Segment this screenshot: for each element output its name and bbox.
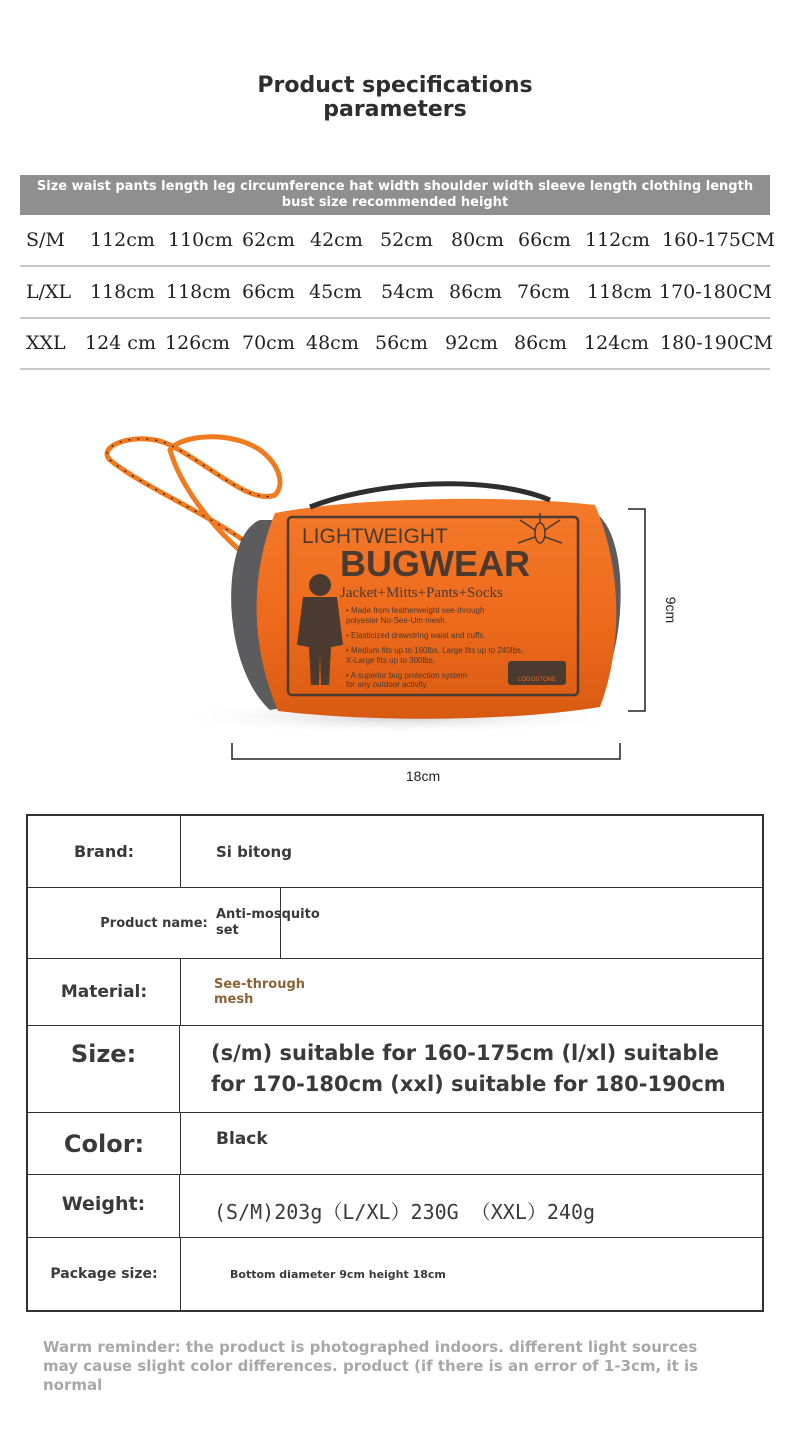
size-cell: 92cm [445,332,498,354]
width-dimension-label: 18cm [405,768,441,784]
weight-label: Weight: [28,1175,180,1237]
size-cell: 86cm [514,332,567,354]
package-size-value: Bottom diameter 9cm height 18cm [230,1267,446,1281]
product-photo [100,425,680,790]
size-cell: 118cm [166,281,231,303]
size-cell: S/M [26,229,65,251]
info-row-brand [28,816,762,888]
size-cell: XXL [26,332,66,354]
size-row-xxl [20,318,773,370]
size-cell: 45cm [309,281,362,303]
size-cell: 56cm [375,332,428,354]
bag-print-bugwear: BUGWEAR [340,543,530,584]
bugwear-bag-illustration [100,425,680,790]
size-cell: 124 cm [85,332,156,354]
size-cell: 62cm [242,229,295,251]
size-cell: 86cm [449,281,502,303]
info-row-size [28,1026,762,1113]
info-row-material [28,959,762,1026]
size-cell: 124cm [584,332,649,354]
bag-print-bullet: polyester No-See-Um mesh. [346,616,447,625]
size-cell: 110cm [168,229,233,251]
width-dimension-line [232,743,620,759]
size-row-lxl [20,267,770,319]
bag-print-bullet: • Medium fits up to 160lbs. Large fits up to 240lbs. [346,646,524,655]
info-row-color [28,1113,762,1175]
height-dimension-label: 9cm [663,596,679,624]
title-line-1: Product specifications [257,73,533,98]
size-label: Size: [28,1026,180,1112]
size-table-header: Size waist pants length leg circumference hat width shoulder width sleeve length clothing length bust size recommended height [20,175,770,215]
size-cell: 118cm [90,281,155,303]
material-label: Material: [28,959,181,1025]
size-cell: 170-180CM [659,281,772,303]
size-cell: 160-175CM [662,229,775,251]
product-name-value: Anti-mosquito set [216,907,320,938]
size-cell: 112cm [90,229,155,251]
info-row-product-name [28,888,762,959]
height-dimension-line [628,509,645,711]
size-cell: 70cm [242,332,295,354]
material-value: See-through mesh [214,977,306,1007]
size-cell: 126cm [165,332,230,354]
bag-print-bullet: X-Large fits up to 300lbs. [346,656,435,665]
weight-value: (S/M)203g（L/XL）230G （XXL）240g [214,1199,596,1224]
size-cell: 52cm [380,229,433,251]
size-cell: L/XL [26,281,72,303]
color-label: Color: [28,1113,181,1174]
size-cell: 112cm [585,229,650,251]
bag-print-bullet: • Elasticized drawstring waist and cuffs. [346,631,486,640]
size-cell: 66cm [518,229,571,251]
warm-reminder-note: Warm reminder: the product is photographed indoors. different light sources may cause slight color differences. product (if there is an error of 1-3cm, it is normal [43,1338,699,1394]
bag-print-subtitle: Jacket+Mitts+Pants+Socks [340,585,503,601]
size-cell: 76cm [517,281,570,303]
size-value: (s/m) suitable for 160-175cm (l/xl) suitable for 170-180cm (xxl) suitable for 180-190cm [211,1041,726,1096]
bag-print-bullet: • A superior bug protection system [346,671,468,680]
size-cell: 66cm [242,281,295,303]
size-cell: 118cm [587,281,652,303]
size-cell: 48cm [306,332,359,354]
bag-print-lightweight: LIGHTWEIGHT [302,525,448,548]
page-title [0,74,790,122]
brand-value: Si bitong [216,842,292,861]
product-info-table [26,814,764,1312]
product-name-label: Product name: [28,888,281,958]
size-cell: 42cm [310,229,363,251]
title-line-2: parameters [323,97,467,122]
info-row-weight [28,1175,762,1238]
size-cell: 180-190CM [660,332,773,354]
bag-logo-text: LOGOSTONE [518,677,556,683]
size-row-sm [20,215,775,267]
color-value: Black [216,1129,268,1149]
package-size-label: Package size: [28,1238,181,1310]
brand-label: Brand: [28,816,181,887]
size-cell: 54cm [381,281,434,303]
size-cell: 80cm [451,229,504,251]
info-row-package-size [28,1238,762,1310]
bag-print-bullet: • Made from featherweight see-through [346,606,485,615]
bag-print-bullet: for any outdoor activity. [346,680,429,689]
